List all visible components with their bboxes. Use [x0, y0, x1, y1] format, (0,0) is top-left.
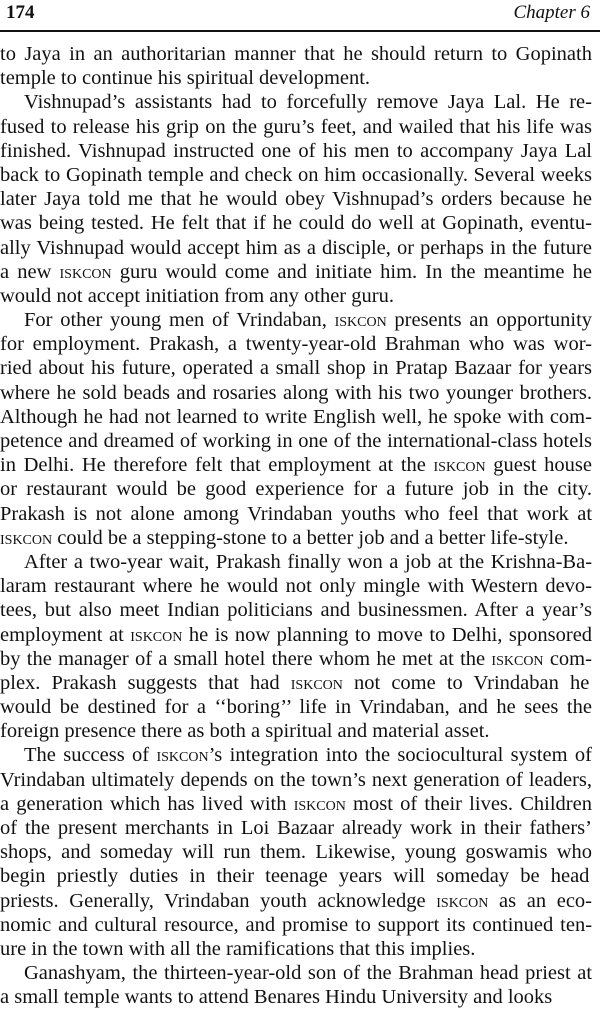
text-segment: of the present merchants in Loi Bazaar already work in their fathers’ [0, 817, 592, 839]
text-line [0, 115, 600, 139]
text-line [0, 453, 600, 477]
text-segment: finished. Vishnupad instructed one of his men to accompany Jaya Lal [0, 139, 593, 162]
text-line [0, 332, 600, 356]
text-line [0, 42, 600, 66]
text-segment: plex. Prakash suggests that had [0, 671, 291, 694]
text-line [0, 695, 600, 719]
text-segment: After a two-year wait, Prakash finally won a job at the Krishna-Ba- [24, 550, 593, 573]
text-line [0, 236, 600, 260]
text-line [0, 139, 600, 163]
text-line [0, 889, 600, 913]
running-header [0, 0, 600, 28]
paragraph [0, 90, 600, 308]
text-segment: most of their lives. Children [345, 792, 592, 815]
text-line [0, 792, 600, 816]
text-segment: fused to release his grip on the guru’s feet, and wailed that his life was [0, 115, 592, 138]
body-text [0, 42, 600, 1010]
text-segment: priests. Generally, Vrindaban youth acknowledge [0, 889, 437, 912]
text-segment: a small temple wants to attend Benares Hindu University and looks [0, 986, 553, 1009]
text-line [0, 526, 600, 550]
text-line [0, 356, 600, 380]
text-line [0, 502, 600, 526]
text-segment: nomic and cultural resource, and promise to support its continued ten- [0, 913, 593, 936]
text-line [0, 598, 600, 622]
text-segment: would not accept initiation from any other guru. [0, 284, 394, 307]
text-segment: guest house [485, 454, 592, 477]
text-line [0, 260, 600, 284]
text-line [0, 864, 600, 888]
text-segment: for employment. Prakash, a twenty-year-old Brahman who was wor- [0, 333, 592, 356]
text-line [0, 163, 600, 187]
text-segment: Although he had not learned to write English well, he spoke with com- [0, 405, 592, 428]
text-segment: would be destined for a ‘‘boring’’ life in Vrindaban, and he sees the [0, 696, 592, 719]
text-segment: laram restaurant where he would not only mingle with Western devo- [0, 575, 592, 598]
text-segment: foreign presence there as both a spiritual and material asset. [0, 720, 490, 743]
text-segment: not come to Vrindaban he [342, 671, 590, 694]
text-segment: presents an opportunity [386, 309, 593, 332]
acronym-smallcaps: iskcon [59, 260, 112, 283]
text-segment: was being tested. He felt that if he could do well at Gopinath, eventu- [0, 212, 592, 235]
text-segment: later Jaya told me that he would obey Vishnupad’s orders because he [0, 188, 592, 211]
paragraph [0, 550, 600, 744]
text-segment: Ganashyam, the thirteen-year-old son of the Brahman head priest at [24, 962, 593, 985]
acronym-smallcaps: iskcon [130, 623, 183, 646]
text-segment: Prakash is not alone among Vrindaban youths who feel that work at [0, 502, 593, 525]
text-line [0, 985, 600, 1009]
text-segment: could be a stepping-stone to a better job and a better life-style. [52, 526, 569, 549]
text-segment: employment at [0, 623, 131, 646]
paragraph [0, 961, 600, 1009]
text-line [0, 743, 600, 767]
text-line [0, 308, 600, 332]
text-segment: begin priestly duties in their teenage years will someday be head [0, 865, 590, 888]
page-number: 174 [6, 2, 35, 23]
text-line [0, 187, 600, 211]
text-segment: a new [0, 260, 60, 283]
text-segment: petence and dreamed of working in one of the international-class hotels [0, 430, 593, 452]
chapter-label: Chapter 6 [513, 2, 590, 23]
text-line [0, 623, 600, 647]
acronym-smallcaps: iskcon [290, 671, 343, 694]
text-line [0, 937, 600, 961]
text-segment: by the manager of a small hotel there whom he met at the [0, 647, 492, 670]
acronym-smallcaps: iskcon [156, 744, 209, 767]
acronym-smallcaps: iskcon [334, 309, 387, 332]
text-segment: back to Gopinath temple and check on him occasionally. Several weeks [0, 163, 593, 186]
text-segment: com- [543, 647, 592, 670]
acronym-smallcaps: iskcon [436, 889, 489, 912]
text-segment: The success of [24, 744, 157, 767]
text-line [0, 840, 600, 864]
text-line [0, 647, 600, 671]
text-line [0, 719, 600, 743]
text-segment: Vishnupad’s assistants had to forcefully remove Jaya Lal. He re- [24, 91, 592, 114]
text-line [0, 574, 600, 598]
text-segment: he is now planning to move to Delhi, sponsored [182, 623, 593, 646]
text-line [0, 211, 600, 235]
text-line [0, 429, 600, 453]
text-segment: temple to continue his spiritual development. [0, 67, 371, 90]
text-line [0, 405, 600, 429]
text-segment: guru would come and initiate him. In the meantime he [111, 260, 592, 283]
text-segment: ried about his future, operated a small shop in Pratap Bazaar for years [0, 357, 593, 380]
text-line [0, 768, 600, 792]
acronym-smallcaps: iskcon [433, 454, 486, 477]
paragraph [0, 743, 600, 961]
text-segment: ’s integration into the sociocultural system of [208, 744, 592, 767]
text-line [0, 477, 600, 501]
text-line [0, 961, 600, 985]
text-segment: For other young men of Vrindaban, [24, 309, 335, 332]
text-line [0, 816, 600, 840]
text-segment: or restaurant would be good experience for a future job in the city. [0, 478, 593, 501]
text-segment: as an eco- [488, 889, 593, 912]
text-segment: where he sold beads and rosaries along with his two younger brothers. [0, 381, 592, 404]
text-line [0, 66, 600, 90]
text-segment: Vrindaban ultimately depends on the town’s next generation of leaders, [0, 768, 592, 791]
header-rule [0, 30, 600, 32]
text-segment: to Jaya in an authoritarian manner that he should return to Gopinath [0, 43, 592, 65]
text-segment: a generation which has lived with [0, 792, 294, 815]
text-line [0, 913, 600, 937]
text-segment: shops, and someday will run them. Likewise, young goswamis who [0, 841, 593, 864]
paragraph [0, 42, 600, 90]
text-segment: tees, but also meet Indian politicians and businessmen. After a year’s [0, 599, 593, 622]
acronym-smallcaps: iskcon [491, 647, 544, 670]
text-line [0, 284, 600, 308]
text-line [0, 90, 600, 114]
acronym-smallcaps: iskcon [293, 792, 346, 815]
text-line [0, 381, 600, 405]
acronym-smallcaps: iskcon [0, 526, 53, 549]
text-segment: ally Vishnupad would accept him as a disciple, or perhaps in the future [0, 236, 592, 259]
text-line [0, 671, 600, 695]
text-line [0, 550, 600, 574]
text-segment: ure in the town with all the ramifications that this implies. [0, 937, 476, 960]
text-segment: in Delhi. He therefore felt that employment at the [0, 454, 434, 477]
paragraph [0, 308, 600, 550]
